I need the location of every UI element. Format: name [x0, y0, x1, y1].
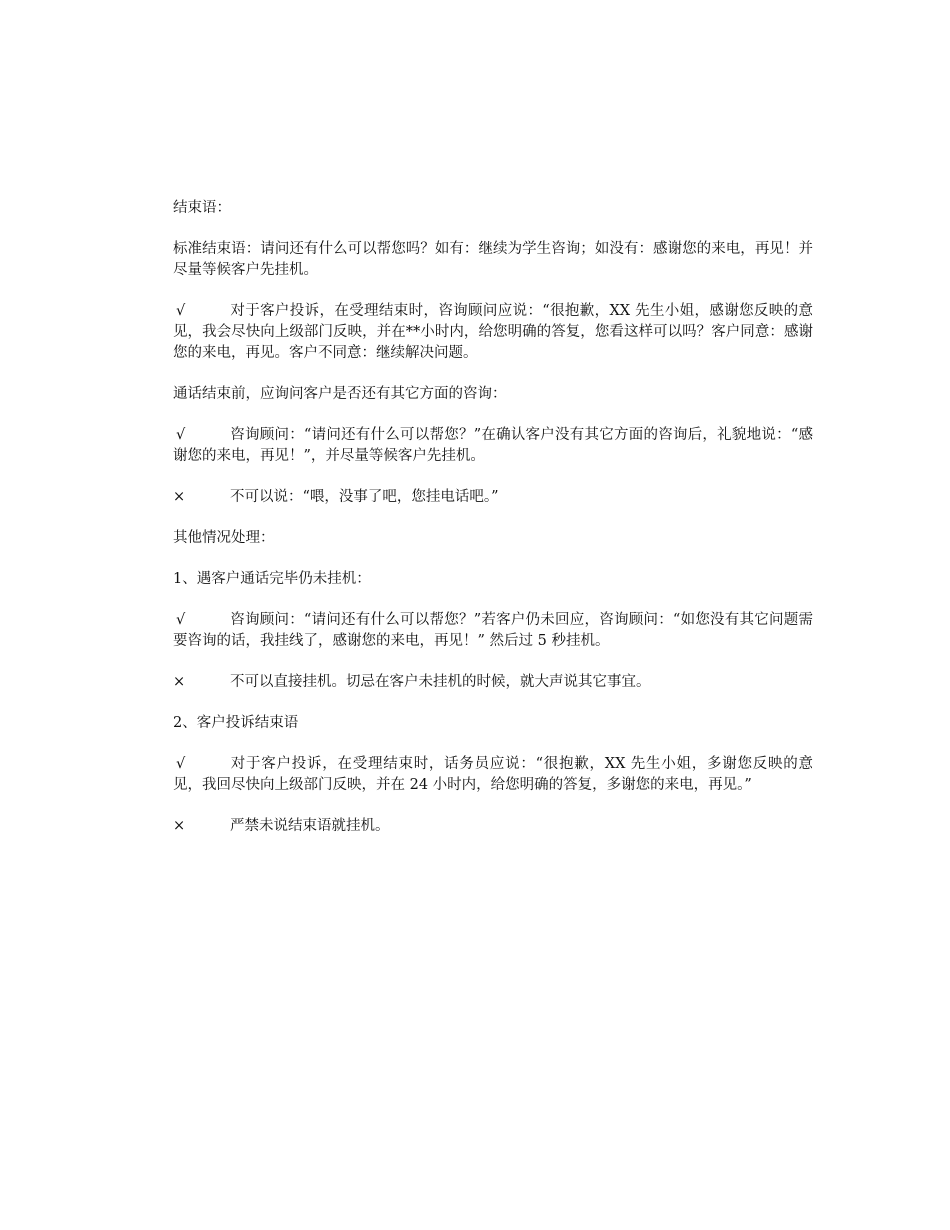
paragraph-text: 咨询顾问：“请问还有什么可以帮您？”若客户仍未回应，咨询顾问：“如您没有其它问题需要咨询的话，我挂线了，感谢您的来电，再见！” 然后过 5 秒挂机。	[173, 612, 813, 649]
check-mark-icon: √	[176, 612, 186, 628]
paragraph-text: 其他情况处理：	[173, 530, 275, 546]
paragraph	[173, 816, 813, 837]
paragraph	[173, 198, 813, 219]
paragraph	[173, 569, 813, 590]
paragraph	[173, 239, 813, 281]
paragraph-text: 2、客户投诉结束语	[173, 715, 299, 731]
paragraph	[173, 672, 813, 693]
paragraph	[173, 528, 813, 549]
paragraph	[173, 384, 813, 405]
paragraph-text: 结束语：	[173, 200, 231, 216]
paragraph	[173, 713, 813, 734]
paragraph	[173, 754, 813, 796]
paragraph-text: 1、遇客户通话完毕仍未挂机：	[173, 571, 371, 587]
cross-mark-icon: ×	[173, 818, 186, 834]
paragraph-text: 咨询顾问：“请问还有什么可以帮您？”在确认客户没有其它方面的咨询后，礼貌地说：“感谢您的来电，再见！”，并尽量等候客户先挂机。	[173, 427, 813, 464]
paragraph-text: 对于客户投诉，在受理结束时，话务员应说：“很抱歉，XX 先生小姐，多谢您反映的意见，我回尽快向上级部门反映，并在 24 小时内，给您明确的答复，多谢您的来电，再见。”	[173, 756, 813, 793]
paragraph-text: 严禁未说结束语就挂机。	[230, 818, 390, 834]
paragraph-text: 对于客户投诉，在受理结束时，咨询顾问应说：“很抱歉，XX 先生小姐，感谢您反映的意见，我会尽快向上级部门反映，并在**小时内，给您明确的答复，您看这样可以吗？客户同意：感谢您的来电，再见。客户不同意：继续解决问题。	[173, 303, 813, 361]
check-mark-icon: √	[176, 303, 186, 319]
paragraph-text: 不可以说：“喂，没事了吧，您挂电话吧。”	[230, 489, 499, 505]
paragraph	[173, 425, 813, 467]
cross-mark-icon: ×	[173, 489, 186, 505]
paragraph-text: 通话结束前，应询问客户是否还有其它方面的咨询：	[173, 386, 507, 402]
paragraph	[173, 610, 813, 652]
cross-mark-icon: ×	[173, 674, 186, 690]
paragraph-text: 标准结束语：请问还有什么可以帮您吗？如有：继续为学生咨询；如没有：感谢您的来电，再见！并尽量等候客户先挂机。	[173, 241, 813, 278]
check-mark-icon: √	[176, 427, 186, 443]
paragraph-text: 不可以直接挂机。切忌在客户未挂机的时候，就大声说其它事宜。	[230, 674, 651, 690]
paragraph	[173, 487, 813, 508]
document-body	[173, 198, 813, 857]
check-mark-icon: √	[176, 756, 186, 772]
paragraph	[173, 301, 813, 364]
